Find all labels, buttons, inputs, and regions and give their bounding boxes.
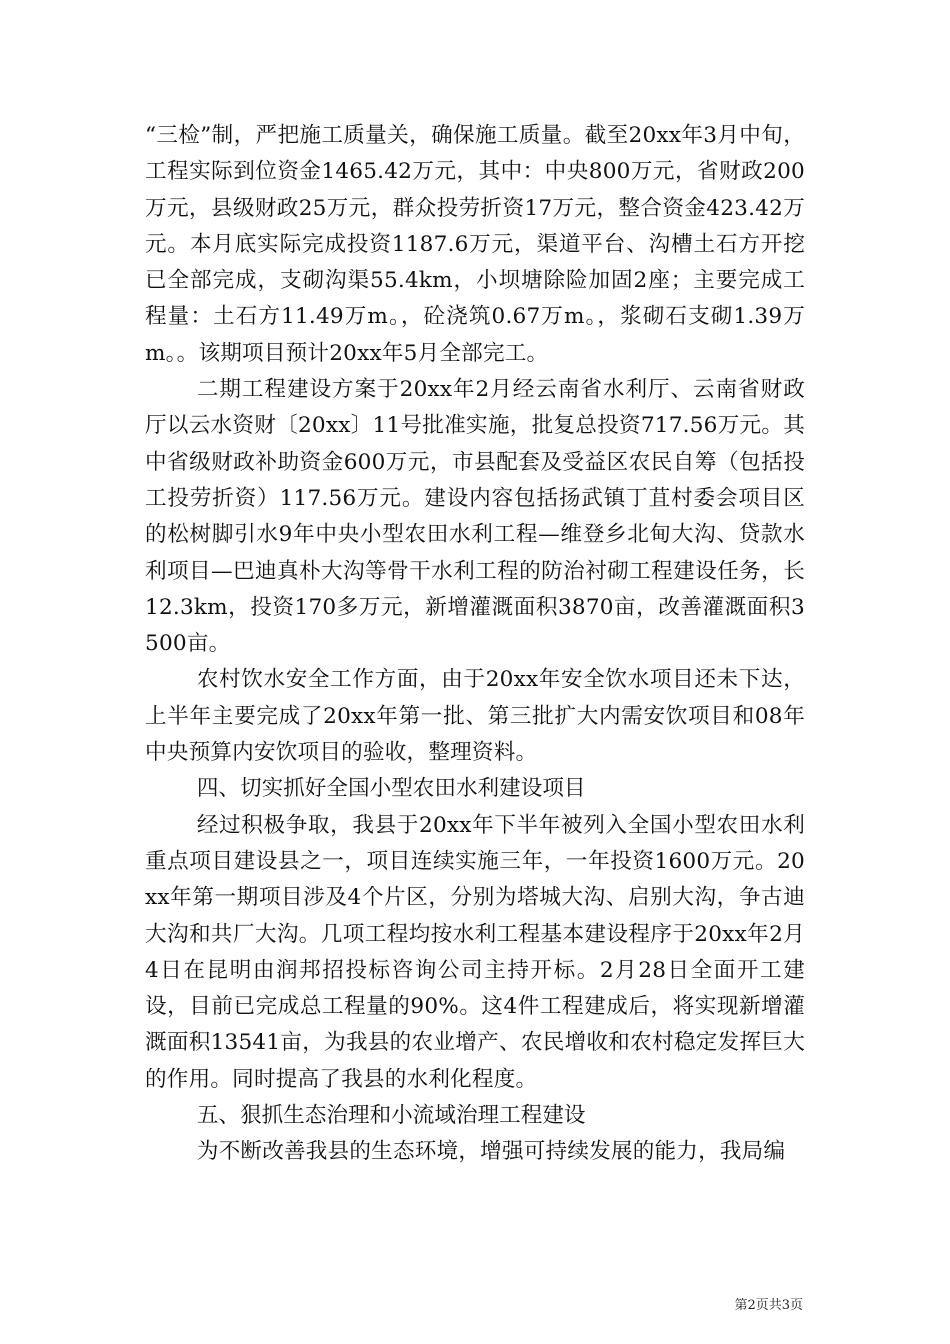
page-number-footer: 第2页共3页 [734, 1298, 803, 1313]
body-paragraph: “三检”制，严把施工质量关，确保施工质量。截至20xx年3月中旬，工程实际到位资金1465.42万元，其中：中央800万元，省财政200万元，县级财政25万元，群众投劳折资17万元，整合资金423.42万元。本月底实际完成投资1187.6万元，渠道平台、沟槽土石方开挖已全部完成，支砌沟渠55.4km，小坝塘除险加固2座；主要完成工程量：土石方11.49万m。，砼浇筑0.67万m。，浆砌石支砌1.39万m。。该期项目预计20xx年5月全部完工。 [145, 123, 805, 366]
document-body [145, 118, 805, 1171]
body-paragraph: 农村饮水安全工作方面，由于20xx年安全饮水项目还未下达，上半年主要完成了20xx年第一批、第三批扩大内需安饮项目和08年中央预算内安饮项目的验收，整理资料。 [145, 667, 805, 766]
body-paragraph: 经过积极争取，我县于20xx年下半年被列入全国小型农田水利重点项目建设县之一，项目连续实施三年，一年投资1600万元。20xx年第一期项目涉及4个片区，分别为塔城大沟、启别大沟，争古迪大沟和共厂大沟。几项工程均按水利工程基本建设程序于20xx年2月4日在昆明由润邦招投标咨询公司主持开标。2月28日全面开工建设，目前已完成总工程量的90%。这4件工程建成后，将实现新增灌溉面积13541亩，为我县的农业增产、农民增收和农村稳定发挥巨大的作用。同时提高了我县的水利化程度。 [145, 812, 805, 1092]
section-heading: 五、狠抓生态治理和小流域治理工程建设 [196, 1103, 586, 1129]
body-paragraph: 二期工程建设方案于20xx年2月经云南省水利厅、云南省财政厅以云水资财〔20xx〕11号批准实施，批复总投资717.56万元。其中省级财政补助资金600万元，市县配套及受益区农民自筹（包括投工投劳折资）117.56万元。建设内容包括扬武镇丁苴村委会项目区的松树脚引水9年中央小型农田水利工程—维登乡北甸大沟、贷款水利项目—巴迪真朴大沟等骨干水利工程的防治衬砌工程建设任务，长12.3km，投资170多万元，新增灌溉面积3870亩，改善灌溉面积3500亩。 [145, 377, 805, 657]
section-heading: 四、切实抓好全国小型农田水利建设项目 [196, 776, 586, 802]
body-paragraph: 为不断改善我县的生态环境，增强可持续发展的能力，我局编 [196, 1139, 786, 1165]
